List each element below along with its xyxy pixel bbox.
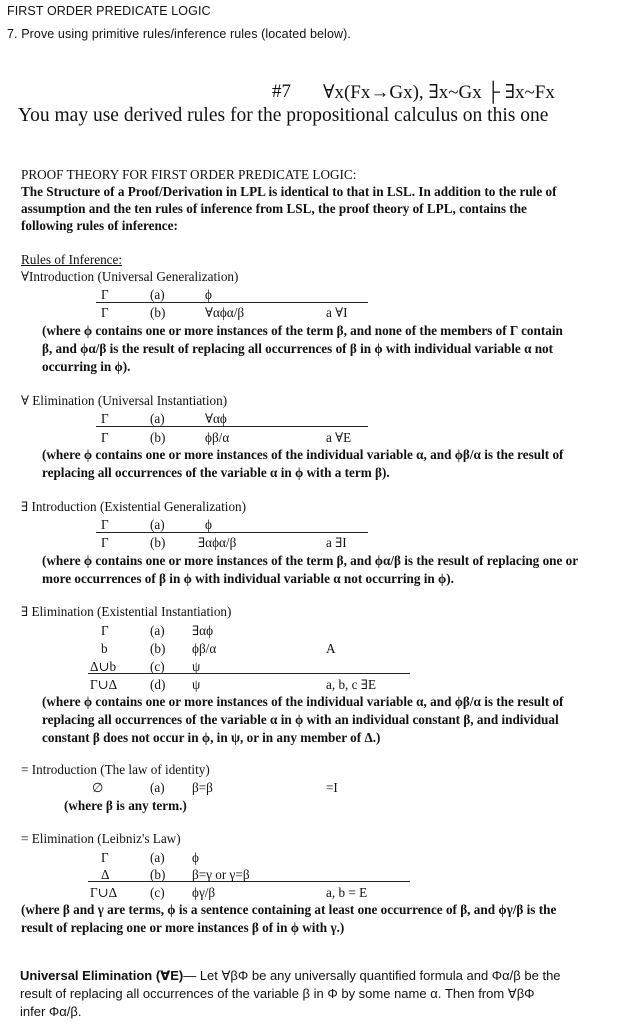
rules-heading: Rules of Inference: [21, 252, 123, 267]
formula: ϕγ/β [192, 885, 216, 900]
rule-title: ∀ Elimination (Universal Instantiation) [21, 393, 228, 408]
line-label: (b) [150, 305, 166, 320]
rule-note-line: (where ϕ contains one or more instances of the term β, and none of the members of Γ contain [42, 323, 563, 338]
rule-title: ∃ Elimination (Existential Instantiation) [21, 604, 232, 619]
assumption-set: Γ [101, 287, 109, 302]
assumption-set: Γ [101, 623, 109, 638]
problem-note: You may use derived rules for the propositional calculus on this one [18, 105, 549, 126]
formula: ϕ [205, 287, 212, 302]
assumption-set: Γ∪Δ [90, 885, 118, 900]
rule-note-line: (where ϕ contains one or more instances of the individual variable α, and ϕβ/α is the result of [42, 694, 564, 709]
formula: ϕβ/α [192, 641, 217, 656]
definition-line: result of replacing all occurrences of the variable β in Φ by some name α. Then from ∀βΦ [20, 986, 535, 1001]
line-label: (d) [150, 677, 166, 692]
justification: a ∀E [326, 430, 352, 445]
justification: a, b = E [326, 885, 368, 900]
assumption-set: Γ∪Δ [90, 677, 118, 692]
problem-instruction: 7. Prove using primitive rules/inference rules (located below). [7, 27, 351, 41]
definition-line: infer Φα/β. [20, 1004, 82, 1019]
rule-note-line: replacing all occurrences of the variable α in ϕ with an individual constant β, and individual [42, 712, 559, 727]
formula: β=γ or γ=β [192, 867, 250, 882]
justification: a ∀I [326, 305, 348, 320]
assumption-set: Γ [101, 517, 109, 532]
formula: β=β [192, 780, 213, 795]
proof-theory-intro-line: The Structure of a Proof/Derivation in LPL is identical to that in LSL. In addition to the rule of [21, 184, 557, 199]
line-label: (a) [150, 780, 165, 795]
rule-note-line: constant β does not occur in ϕ, in ψ, or in any member of Δ.) [42, 730, 381, 745]
proof-theory-title: PROOF THEORY FOR FIRST ORDER PREDICATE LOGIC: [21, 167, 357, 182]
formula: ∃αϕα/β [198, 535, 237, 550]
assumption-set: Γ [101, 850, 109, 865]
line-label: (a) [150, 411, 165, 426]
rule-note-line: replacing all occurrences of the variable α in ϕ with a term β). [42, 465, 390, 480]
proof-theory-intro-line: following rules of inference: [21, 218, 178, 233]
formula: ϕ [192, 850, 199, 865]
rule-title: = Elimination (Leibniz's Law) [21, 831, 181, 846]
line-label: (a) [150, 850, 165, 865]
justification: a ∃I [326, 535, 347, 550]
rule-title: ∃ Introduction (Existential Generalization) [21, 499, 247, 514]
assumption-set: Γ [101, 535, 109, 550]
line-label: (b) [150, 867, 166, 882]
line-label: (c) [150, 659, 165, 674]
rule-note-line: more occurrences of β in ϕ with individual variable α not occurring in ϕ). [42, 571, 454, 586]
rule-note-line: (where β and γ are terms, ϕ is a sentence containing at least one occurrence of β, and ϕγ/β is the [21, 902, 557, 917]
rule-note-line: (where β is any term.) [64, 798, 187, 813]
definition-line: — Let ∀βΦ be any universally quantified formula and Φα/β be the [183, 968, 561, 983]
justification: A [326, 641, 336, 656]
assumption-set: Γ [101, 411, 109, 426]
rule-note-line: (where ϕ contains one or more instances of the term β, and ϕα/β is the result of replacing one or [42, 553, 579, 568]
formula: ϕβ/α [205, 430, 230, 445]
rule-note-line: (where ϕ contains one or more instances of the individual variable α, and ϕβ/α is the result of [42, 447, 564, 462]
line-label: (c) [150, 885, 165, 900]
assumption-set: Δ∪b [90, 659, 117, 674]
assumption-set: Γ [101, 430, 109, 445]
definition-label: Universal Elimination (∀E) [20, 968, 184, 983]
inference-line [96, 302, 368, 303]
formula: ϕ [205, 517, 212, 532]
line-label: (a) [150, 517, 165, 532]
line-label: (b) [150, 535, 166, 550]
formula: ∀αϕα/β [205, 305, 245, 320]
line-label: (a) [150, 287, 165, 302]
topic-heading: FIRST ORDER PREDICATE LOGIC [7, 4, 211, 18]
assumption-set: Γ [101, 305, 109, 320]
rule-note-line: result of replacing one or more instances β of in ϕ with γ.) [21, 920, 345, 935]
assumption-set: ∅ [92, 780, 104, 795]
justification: a, b, c ∃E [326, 677, 376, 692]
line-label: (b) [150, 430, 166, 445]
inference-line [88, 673, 410, 674]
formula: ∃αϕ [192, 623, 214, 638]
inference-line [96, 426, 368, 427]
rule-note-line: β, and ϕα/β is the result of replacing all occurrences of β in ϕ with individual variable α not [42, 341, 554, 356]
problem-number: #7 [272, 81, 291, 102]
line-label: (b) [150, 641, 166, 656]
formula: ψ [192, 677, 201, 692]
rule-title: = Introduction (The law of identity) [21, 762, 210, 777]
inference-line [88, 881, 410, 882]
rule-note-line: occurring in ϕ). [42, 359, 131, 374]
line-label: (a) [150, 623, 165, 638]
proof-theory-intro-line: assumption and the ten rules of inference from LSL, the proof theory of LPL, contains the [21, 201, 527, 216]
problem-sequent: ∀x(Fx→Gx), ∃x~Gx ├ ∃x~Fx [323, 82, 555, 103]
assumption-set: b [101, 641, 108, 656]
rule-title: ∀Introduction (Universal Generalization) [21, 269, 239, 284]
formula: ∀αϕ [205, 411, 227, 426]
assumption-set: Δ [101, 867, 110, 882]
justification: =I [326, 780, 338, 795]
inference-line [96, 532, 368, 533]
formula: ψ [192, 659, 201, 674]
